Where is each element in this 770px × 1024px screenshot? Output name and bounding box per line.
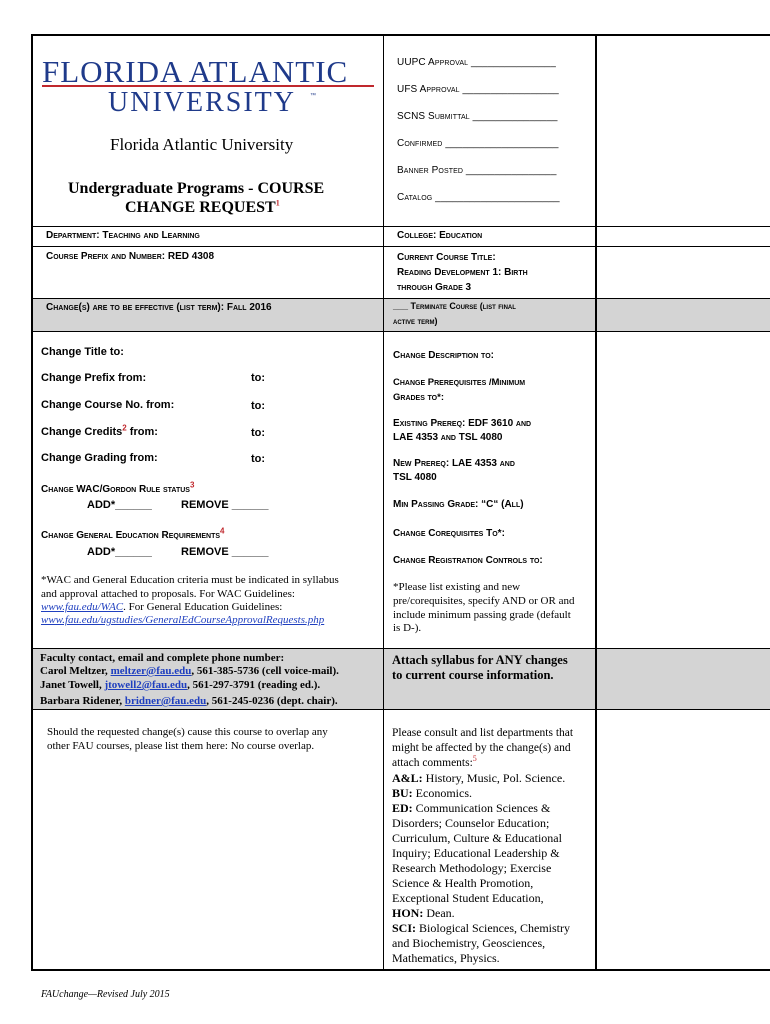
prereq-note-line4: is D-).: [393, 622, 422, 634]
university-name: Florida Atlantic University: [110, 135, 294, 154]
attach-syllabus-line2: to current course information.: [392, 668, 554, 682]
new-prereq-line2: TSL 4080: [393, 472, 437, 483]
wac-add: ADD*______: [87, 499, 152, 511]
footnote-3: 3: [189, 480, 195, 490]
confirmed: Confirmed ____________________: [397, 138, 559, 149]
footnote-5: 5: [472, 754, 477, 764]
change-corequisites: Change Corequisites To*:: [393, 528, 505, 539]
wac-remove: REMOVE ______: [181, 499, 269, 511]
overlap-line1: Should the requested change(s) cause this course to overlap any: [47, 726, 328, 738]
terminate-course: ___ Terminate Course (list final: [393, 301, 516, 311]
consult-ed-5: Research Methodology; Exercise: [392, 861, 552, 875]
consult-line1: Please consult and list departments that: [392, 727, 574, 739]
consult-sci: SCI: Biological Sciences, Chemistry: [392, 921, 570, 935]
row-line-1: [32, 226, 770, 227]
effective-term: Change(s) are to be effective (list term): Fall 2016: [46, 302, 272, 313]
change-registration-controls: Change Registration Controls to:: [393, 555, 543, 566]
current-title-label: Current Course Title:: [397, 252, 496, 263]
form-title-line2: CHANGE REQUEST$^1$: [125, 198, 280, 216]
contact-carol: Carol Meltzer, meltzer@fau.edu, 561-385-5736 (cell voice-mail).: [40, 665, 339, 677]
change-credits-to: to:: [251, 427, 266, 439]
consult-ed-4: Inquiry; Educational Leadership &: [392, 846, 560, 860]
change-grading-to: to:: [251, 453, 266, 465]
carol-email-link[interactable]: meltzer@fau.edu: [110, 665, 192, 677]
barbara-email-link[interactable]: bridner@fau.edu: [124, 695, 207, 707]
change-course-number-to: to:: [251, 400, 266, 412]
logo-line1: FLORIDA ATLANTIC: [42, 56, 349, 89]
change-prereq-line1: Change Prerequisites /Minimum: [393, 377, 526, 388]
footnote-4: 4: [220, 526, 225, 536]
consult-sci-3: Mathematics, Physics.: [392, 951, 500, 965]
course-prefix-number: Course Prefix and Number: RED 4308: [46, 251, 215, 262]
footnote-1: 1: [275, 198, 280, 208]
min-passing-grade: Min Passing Grade: “C“ (All): [393, 499, 524, 510]
wac-note-line4: [41, 614, 324, 626]
consult-ed-2: Disorders; Counselor Education;: [392, 816, 550, 830]
consult-bu: BU: Economics.: [392, 786, 472, 800]
current-title-line1: Reading Development 1: Birth: [397, 267, 528, 278]
wac-note-line2: and approval attached to proposals. For WAC Guidelines:: [41, 588, 295, 600]
new-prereq-line1: New Prereq: LAE 4353 and: [393, 458, 515, 469]
consult-departments: [392, 726, 592, 966]
prereq-note-line3: include minimum passing grade (default: [393, 609, 571, 621]
footnote-2: 2: [122, 423, 127, 433]
consult-al: A&L: History, Music, Pol. Science.: [392, 771, 566, 785]
wac-note-line3: www.fau.edu/WAC. For General Education Guidelines:: [41, 601, 283, 613]
change-prefix-to: to:: [251, 372, 266, 384]
ufs-approval: UFS Approval _________________: [397, 84, 559, 95]
consult-ed-7: Exceptional Student Education,: [392, 891, 544, 905]
logo-line2: UNIVERSITY: [108, 87, 296, 114]
prereq-note-line1: *Please list existing and new: [393, 581, 521, 593]
consult-sci-2: and Biochemistry, Geosciences,: [392, 936, 546, 950]
change-course-number: Change Course No. from:: [41, 399, 175, 411]
wac-note-line1: *WAC and General Education criteria must be indicated in syllabus: [41, 574, 339, 586]
fau-logo: [42, 56, 374, 114]
college: College: Education: [397, 230, 483, 241]
janet-email-link[interactable]: jtowell2@fau.edu: [104, 679, 188, 691]
gen-ed-guidelines-link[interactable]: www.fau.edu/ugstudies/GeneralEdCourseApprovalRequests.php: [41, 614, 325, 626]
contact-barbara: Barbara Ridener, bridner@fau.edu, 561-245-0236 (dept. chair).: [40, 695, 338, 707]
wac-guidelines-link[interactable]: www.fau.edu/WAC: [41, 601, 124, 613]
scns-submittal: SCNS Submittal _______________: [397, 111, 558, 122]
row-line-5: [32, 648, 770, 649]
existing-prereq-line2: LAE 4353 and TSL 4080: [393, 432, 503, 443]
consult-line2: might be affected by the change(s) and: [392, 742, 571, 754]
right-edge-line: [595, 35, 597, 970]
gen-ed-add: ADD*______: [87, 546, 152, 558]
form-title-line1: Undergraduate Programs - COURSE: [68, 180, 325, 197]
change-prefix: Change Prefix from:: [41, 372, 147, 384]
change-title: Change Title to:: [41, 346, 124, 358]
prereq-note-line2: pre/corequisites, specify AND or OR and: [393, 595, 575, 607]
row-line-2: [32, 246, 770, 247]
consult-ed-6: Science & Health Promotion,: [392, 876, 534, 890]
catalog: Catalog ______________________: [397, 192, 560, 203]
change-grading: Change Grading from:: [41, 452, 158, 464]
department: Department: Teaching and Learning: [46, 230, 200, 241]
row-line-6: [32, 709, 770, 710]
change-wac: Change WAC/Gordon Rule status$^3$: [41, 480, 195, 495]
attach-syllabus-line1: Attach syllabus for ANY changes: [392, 653, 568, 667]
change-gen-ed: Change General Education Requirements$^4$: [41, 526, 225, 541]
footer-revision: FAUchange—Revised July 2015: [41, 989, 170, 1000]
consult-ed: ED: Communication Sciences &: [392, 801, 551, 815]
consult-ed-3: Curriculum, Culture & Educational: [392, 831, 562, 845]
consult-hon: HON: Dean.: [392, 906, 455, 920]
banner-posted: Banner Posted ________________: [397, 165, 557, 176]
gen-ed-remove: REMOVE ______: [181, 546, 269, 558]
current-title-line2: through Grade 3: [397, 282, 472, 293]
row-line-3: [32, 298, 770, 299]
consult-line3: attach comments:$^5$: [392, 754, 477, 769]
logo-trademark: ™: [310, 93, 316, 99]
contact-heading: Faculty contact, email and complete phone number:: [40, 652, 285, 664]
existing-prereq-line1: Existing Prereq: EDF 3610 and: [393, 418, 532, 429]
overlap-line2: other FAU courses, please list them here: No course overlap.: [47, 740, 315, 752]
column-divider: [383, 35, 384, 970]
row-line-4: [32, 331, 770, 332]
change-prereq-line2: Grades to*:: [393, 392, 444, 403]
terminate-course-term: active term): [393, 316, 438, 326]
change-credits: Change Credits$^2$ from:: [41, 423, 158, 438]
change-description: Change Description to:: [393, 350, 494, 361]
uupc-approval: UUPC Approval _______________: [397, 57, 556, 68]
contact-janet: Janet Towell, jtowell2@fau.edu, 561-297-3791 (reading ed.).: [40, 679, 321, 691]
